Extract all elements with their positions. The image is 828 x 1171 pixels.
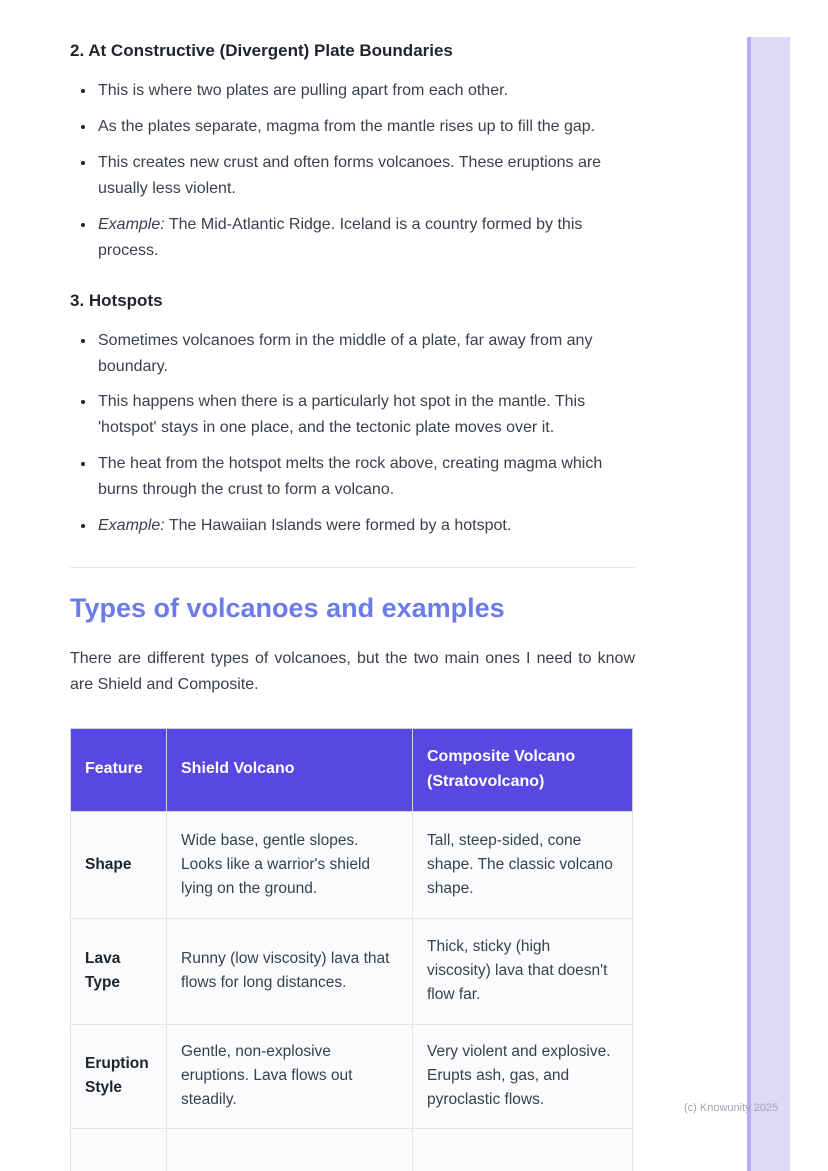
copyright-watermark: (c) Knowunity 2025 — [684, 1102, 779, 1114]
bullet-text: As the plates separate, magma from the mantle rises up to fill the gap. — [98, 118, 596, 135]
list-item — [96, 389, 635, 441]
right-scrollbar-track[interactable] — [747, 37, 790, 1171]
bullet-list-hotspots — [70, 328, 635, 539]
section-heading-constructive: 2. At Constructive (Divergent) Plate Boundaries — [70, 41, 453, 60]
cell-composite — [413, 1128, 633, 1171]
bullet-text: This happens when there is a particularly hot spot in the mantle. This 'hotspot' stays in one place, and the tectonic plate moves over it. — [98, 393, 586, 437]
document-content — [70, 40, 635, 1171]
list-item — [96, 451, 635, 503]
bullet-emphasis: Example: — [98, 215, 165, 233]
volcano-comparison-table — [70, 728, 633, 1171]
cell-composite: Very violent and explosive. Erupts ash, gas, and pyroclastic flows. — [413, 1024, 633, 1128]
list-item — [96, 114, 635, 140]
cell-feature: Eruption Style — [71, 1024, 167, 1128]
table-header-shield: Shield Volcano — [167, 728, 413, 811]
bullet-emphasis: Example: — [98, 517, 165, 535]
list-item — [96, 150, 635, 202]
bullet-text: The Hawaiian Islands were formed by a hotspot. — [164, 517, 512, 535]
bullet-text: This creates new crust and often forms volcanoes. These eruptions are usually less violent. — [98, 153, 602, 197]
table-header-composite: Composite Volcano (Stratovolcano) — [413, 728, 633, 811]
table-row-partial — [71, 1128, 633, 1171]
table-row-lava-type — [71, 918, 633, 1024]
list-item — [96, 513, 635, 539]
list-item — [96, 212, 635, 264]
cell-shield: Gentle, non-explosive eruptions. Lava flows out steadily. — [167, 1024, 413, 1128]
list-item — [96, 78, 635, 104]
section-divider — [70, 567, 635, 568]
cell-shield — [167, 1128, 413, 1171]
table-row-shape — [71, 811, 633, 918]
bullet-text: This is where two plates are pulling apart from each other. — [98, 82, 508, 100]
cell-shield: Runny (low viscosity) lava that flows for long distances. — [167, 918, 413, 1024]
bullet-text: The Mid-Atlantic Ridge. Iceland is a country formed by this process. — [98, 215, 583, 259]
cell-shield: Wide base, gentle slopes. Looks like a warrior's shield lying on the ground. — [167, 811, 413, 918]
bullet-list-constructive — [70, 78, 635, 263]
table-row-eruption-style — [71, 1024, 633, 1128]
table-header-row — [71, 728, 633, 811]
section-title-types: Types of volcanoes and examples — [70, 592, 505, 623]
cell-feature: Shape — [71, 811, 167, 918]
cell-feature — [71, 1128, 167, 1171]
cell-composite: Tall, steep-sided, cone shape. The classic volcano shape. — [413, 811, 633, 918]
section-heading-hotspots: 3. Hotspots — [70, 290, 163, 310]
bullet-text: Sometimes volcanoes form in the middle of a plate, far away from any boundary. — [98, 331, 593, 375]
cell-composite: Thick, sticky (high viscosity) lava that doesn't flow far. — [413, 918, 633, 1024]
list-item — [96, 328, 635, 380]
bullet-text: The heat from the hotspot melts the rock above, creating magma which burns through the crust to form a volcano. — [98, 455, 603, 499]
table-header-feature: Feature — [71, 728, 167, 811]
cell-feature: Lava Type — [71, 918, 167, 1024]
intro-paragraph: There are different types of volcanoes, but the two main ones I need to know are Shield and Composite. — [70, 649, 635, 693]
